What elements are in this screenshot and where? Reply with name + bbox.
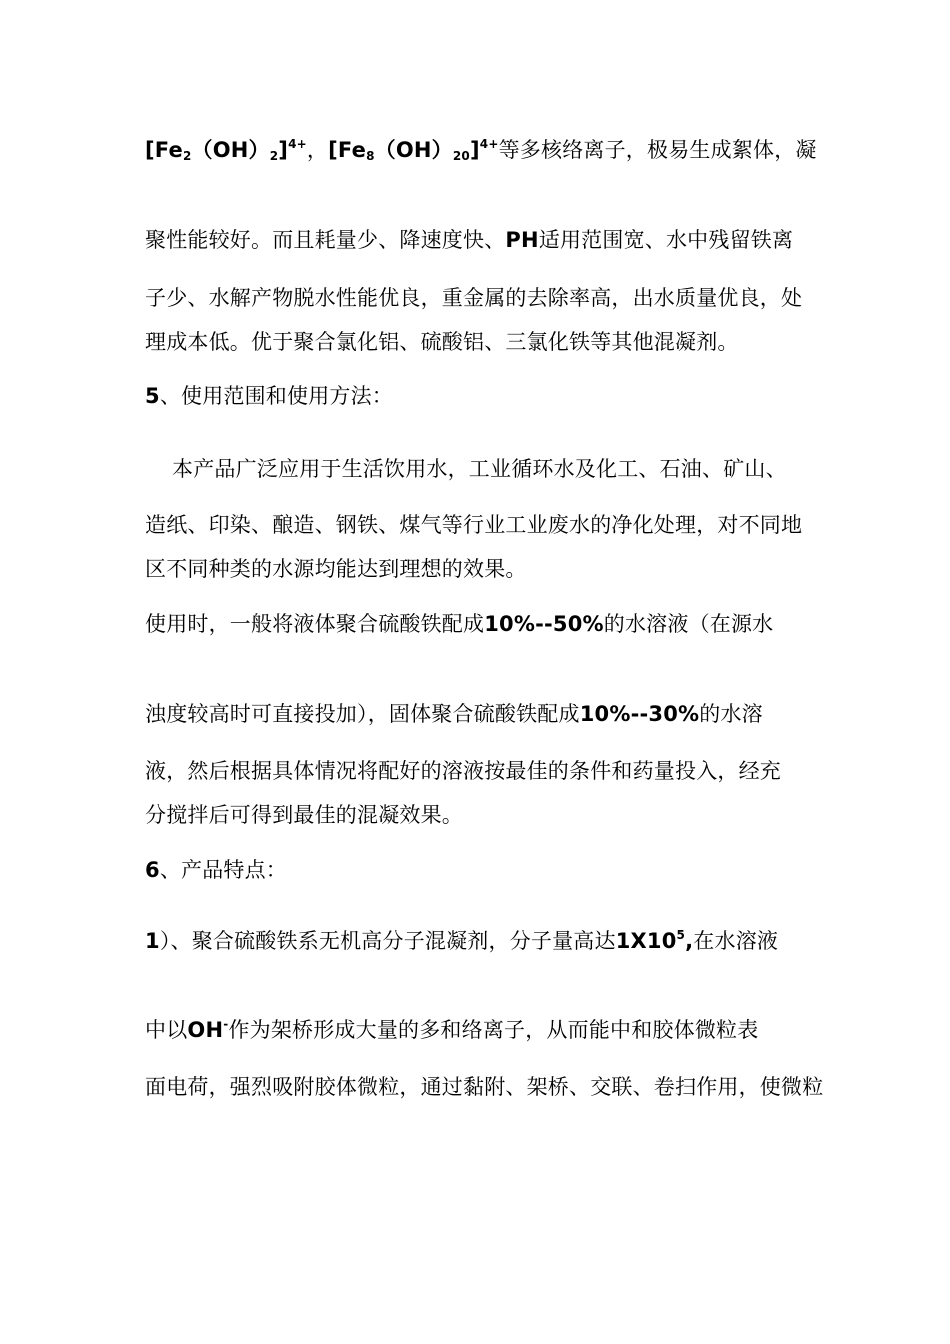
- paragraph-line: [145, 1016, 758, 1044]
- paragraph-line-usage: [145, 700, 763, 728]
- formula-text: [Fe: [328, 138, 367, 162]
- paragraph-line: 区不同种类的水源均能达到理想的效果。: [145, 557, 527, 581]
- subscript: 2: [182, 149, 192, 163]
- body-text: 的水溶: [699, 702, 763, 726]
- section-heading-5: [145, 382, 393, 410]
- paragraph-line: 本产品广泛应用于生活饮用水，工业循环水及化工、石油、矿山、: [172, 457, 787, 481]
- paragraph-line: 面电荷，强烈吸附胶体微粒，通过黏附、架桥、交联、卷扫作用，使微粒: [145, 1075, 824, 1099]
- comma: ,: [685, 929, 694, 953]
- subscript: 20: [452, 149, 470, 163]
- hydroxide-term: OH: [187, 1018, 224, 1042]
- subscript: 8: [366, 149, 375, 163]
- body-text: 等多核络离子，极易生成絮体，凝: [498, 138, 817, 162]
- ph-term: PH: [505, 228, 539, 252]
- list-item-feature-1: [145, 927, 778, 955]
- paragraph-line: 分搅拌后可得到最佳的混凝效果。: [145, 803, 463, 827]
- section-heading-6: [145, 856, 287, 884]
- formula-text: ]: [469, 138, 480, 162]
- body-text: 中以: [145, 1018, 188, 1042]
- body-text: 作为架桥形成大量的多和络离子，从而能中和胶体微粒表: [228, 1018, 759, 1042]
- subscript: 2: [269, 149, 279, 163]
- percentage-range: 10%--30%: [579, 702, 700, 726]
- paragraph-line-usage: [145, 610, 773, 638]
- superscript: 4+: [288, 137, 307, 151]
- paragraph-line: 造纸、印染、酿造、钢铁、煤气等行业工业废水的净化处理，对不同地: [145, 513, 803, 537]
- section-title: 、使用范围和使用方法：: [159, 384, 394, 408]
- body-text: 在水溶液: [693, 929, 779, 953]
- formula-text: （OH）: [191, 138, 270, 162]
- paragraph-line: 理成本低。优于聚合氯化铝、硫酸铝、三氯化铁等其他混凝剂。: [145, 330, 739, 354]
- paragraph-line: 液，然后根据具体情况将配好的溶液按最佳的条件和药量投入，经充: [145, 759, 781, 783]
- separator: ，: [306, 138, 329, 162]
- body-text: ）、聚合硫酸铁系无机高分子混凝剂，分子量高达: [159, 929, 616, 953]
- percentage-range: 10%--50%: [484, 612, 604, 636]
- section-number: 6: [145, 858, 160, 882]
- body-text: 适用范围宽、水中残留铁离: [538, 228, 794, 252]
- paragraph-line-iron-complexes: [145, 136, 817, 164]
- formula-text: [Fe: [145, 138, 183, 162]
- list-number: 1: [145, 929, 160, 953]
- molecular-weight-value: 1X10: [615, 929, 677, 953]
- section-number: 5: [145, 384, 160, 408]
- body-text: 使用时，一般将液体聚合硫酸铁配成: [145, 612, 485, 636]
- formula-text: （OH）: [374, 138, 453, 162]
- body-text: 聚性能较好。而且耗量少、降速度快、: [145, 228, 506, 252]
- paragraph-line: [145, 226, 793, 254]
- body-text: 浊度较高时可直接投加），固体聚合硫酸铁配成: [145, 702, 580, 726]
- superscript: -: [223, 1017, 229, 1031]
- section-title: 、产品特点：: [159, 858, 288, 882]
- body-text: 的水溶液（在源水: [603, 612, 774, 636]
- superscript: 4+: [479, 137, 499, 151]
- formula-text: ]: [278, 138, 289, 162]
- paragraph-line: 子少、水解产物脱水性能优良，重金属的去除率高，出水质量优良，处: [145, 286, 803, 310]
- superscript: 5: [676, 928, 686, 942]
